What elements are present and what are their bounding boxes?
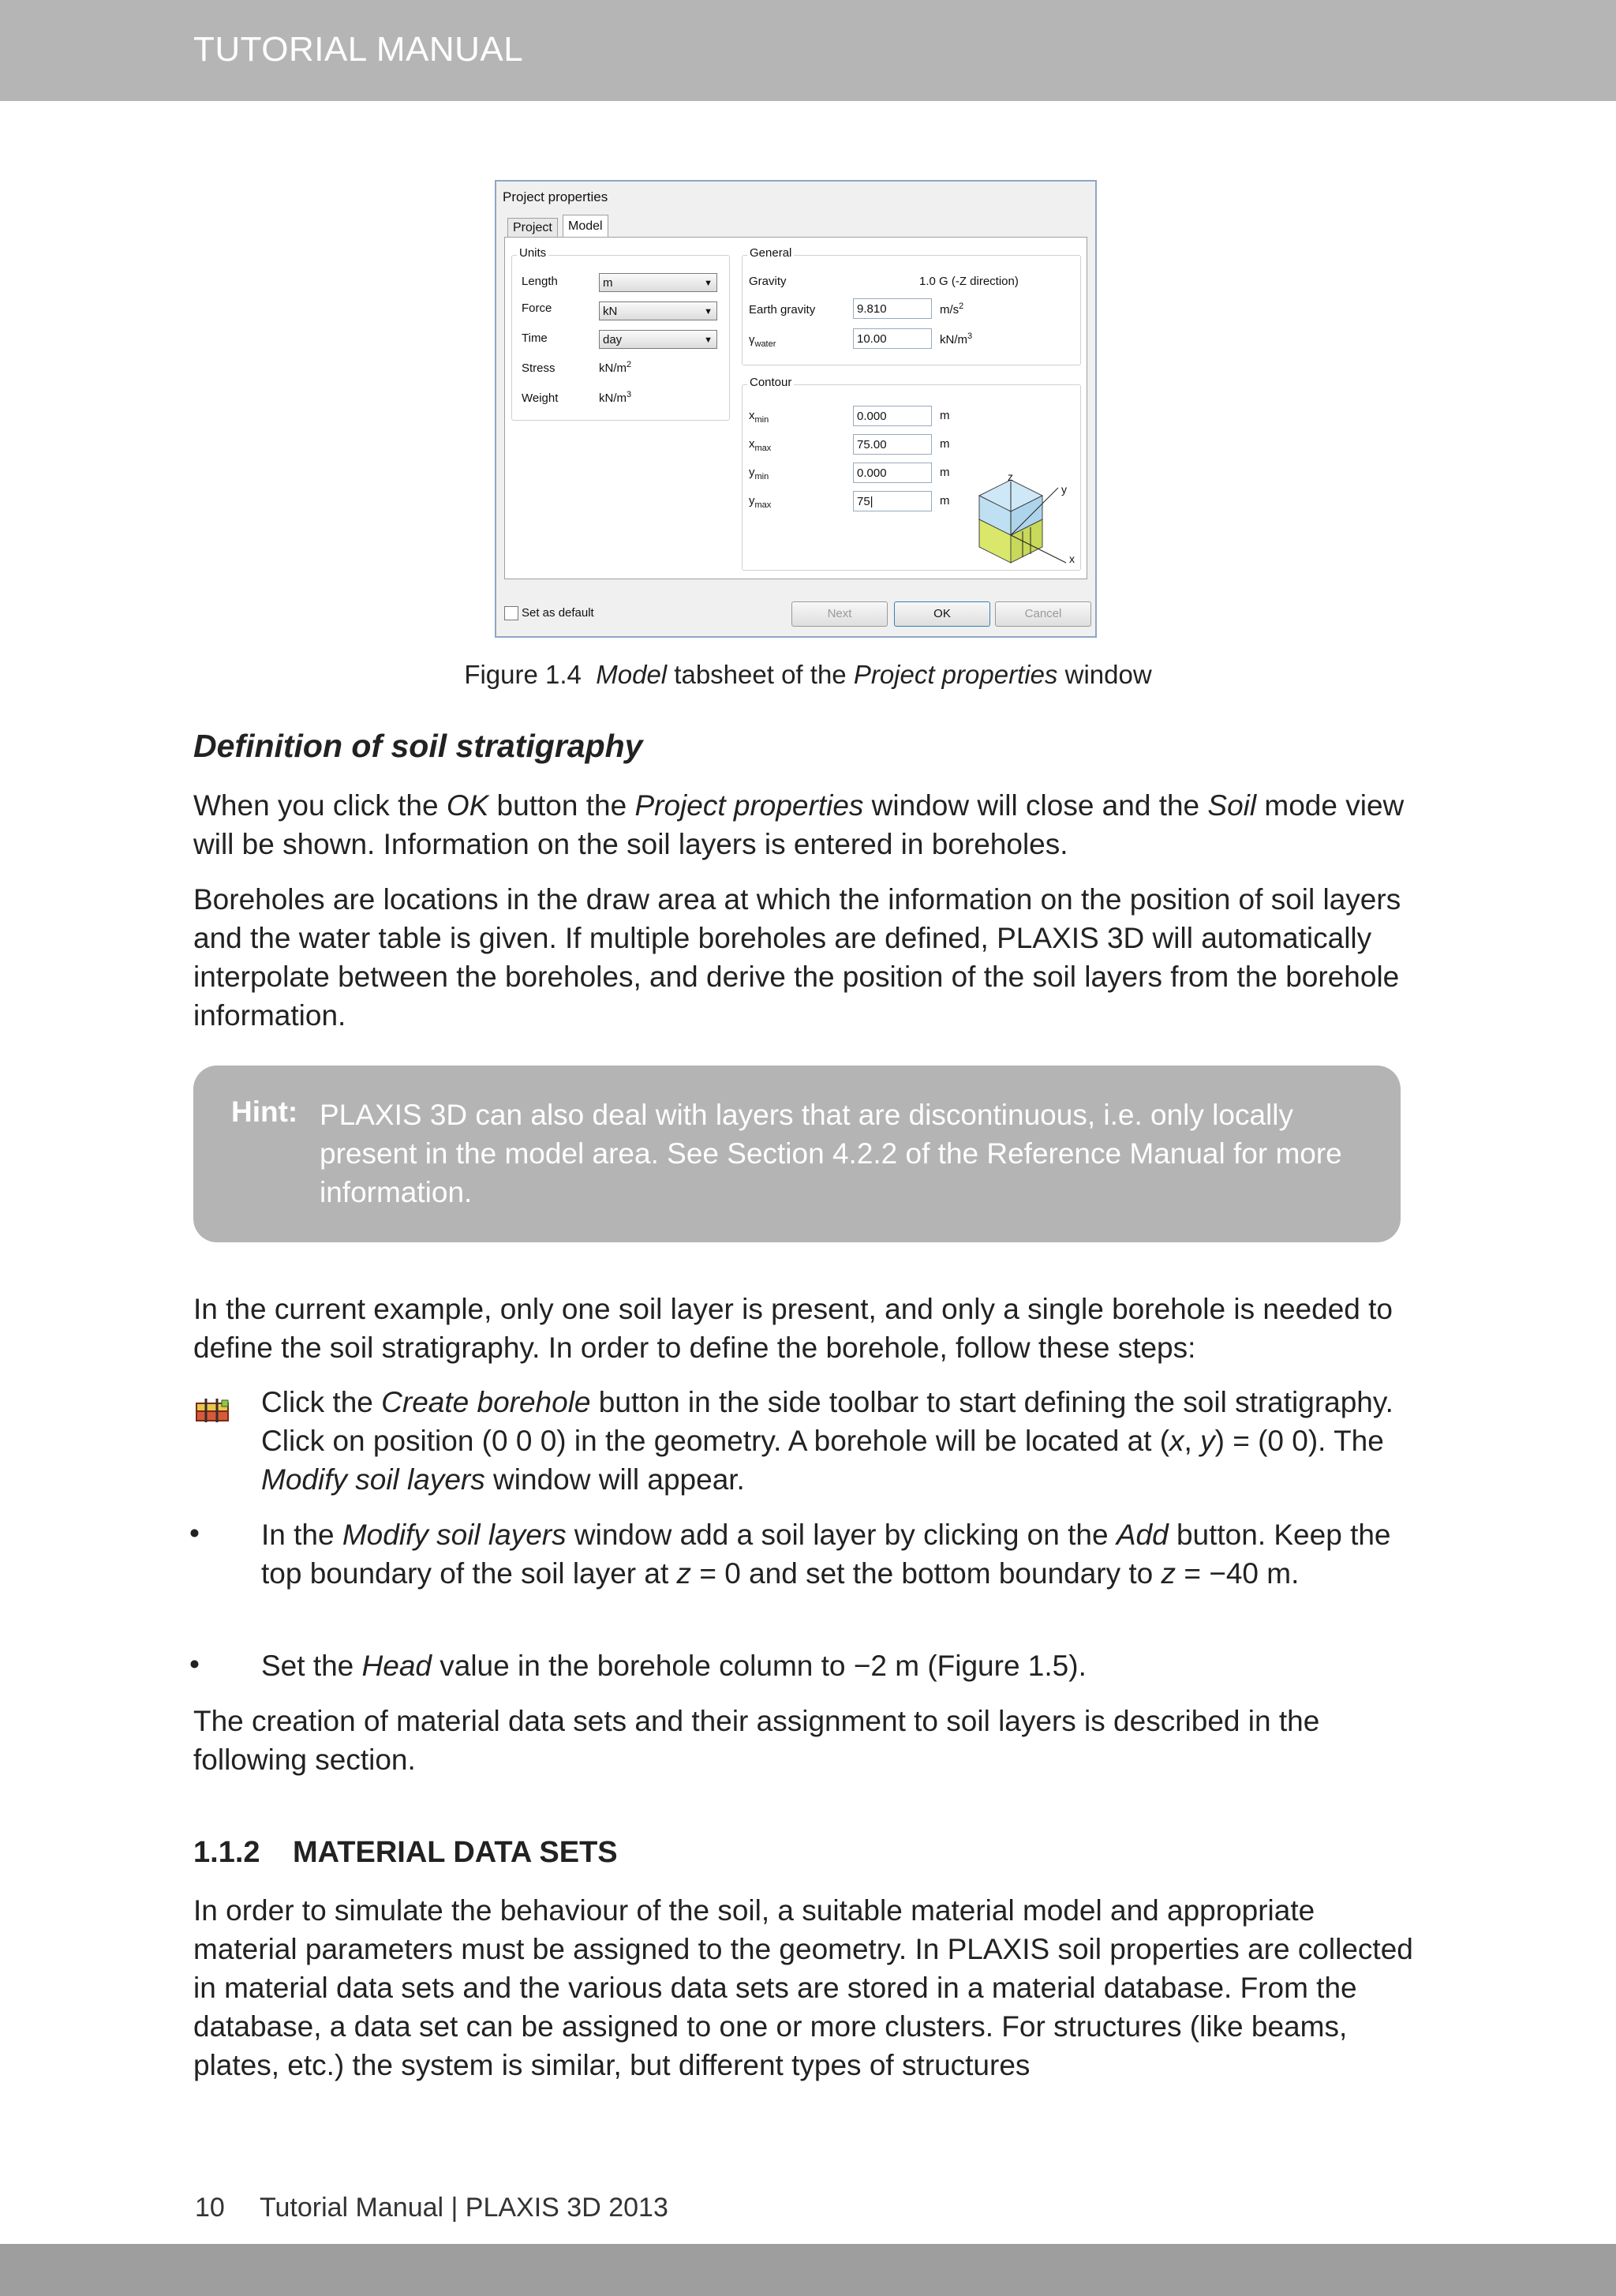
ymin-unit: m — [940, 466, 950, 479]
footer-band — [0, 2244, 1616, 2296]
set-default-checkbox[interactable] — [504, 606, 518, 620]
xmin-input[interactable]: 0.000 — [853, 406, 932, 426]
contour-group-title: Contour — [747, 376, 794, 389]
ymax-label: $y_{max}$ — [749, 494, 772, 510]
dialog-title: Project properties — [503, 189, 608, 204]
force-select[interactable]: kN ▼ — [599, 302, 717, 320]
ok-button[interactable]: OK — [894, 601, 990, 627]
paragraph-material: In order to simulate the behaviour of the soil, a suitable material model and appropriate material parameters must be assigned to the geometry. In PLAXIS soil properties are collected in material data sets and the various data sets are stored in a material database. From the database, a data set can be assigned to one or more clusters. For structures (like beams, plates, etc.) the system is similar, but different types of structures — [193, 1894, 1413, 2081]
force-label: Force — [522, 302, 552, 315]
page-number: 10 — [195, 2193, 225, 2223]
length-label: Length — [522, 275, 558, 288]
step-create-borehole: Click the Create borehole button in the side toolbar to start defining the soil stratigraphy. Click on position (0 0 0) in the geometry. A borehole will be located at (x, y) = (0 0). The Modify soil layers window will appear. — [261, 1386, 1393, 1496]
ymax-input[interactable]: 75| — [853, 491, 932, 511]
gamma-water-unit: $kN/m^3$ — [940, 331, 973, 346]
xmin-unit: m — [940, 409, 950, 422]
units-group — [511, 246, 730, 421]
ymax-unit: m — [940, 494, 950, 508]
stress-label: Stress — [522, 361, 556, 375]
stress-value: $kN/m^2$ — [599, 360, 632, 375]
paragraph-boreholes: Boreholes are locations in the draw area at which the information on the position of soil layers and the water table is given. If multiple boreholes are defined, PLAXIS 3D will automatically interpolate between the boreholes, and derive the position of the soil layers from the borehole information. — [193, 883, 1401, 1032]
gravity-value: 1.0 G (-Z direction) — [919, 275, 1019, 288]
cancel-button[interactable]: Cancel — [995, 601, 1091, 627]
tab-model[interactable]: Model — [563, 215, 608, 238]
chevron-down-icon: ▼ — [704, 335, 713, 345]
step-add-layer: In the Modify soil layers window add a soil layer by clicking on the Add button. Keep the top boundary of the soil layer at z = 0 and set the bottom boundary to z = −40 m. — [261, 1519, 1391, 1590]
project-properties-dialog — [495, 180, 1097, 638]
time-select[interactable]: day ▼ — [599, 330, 717, 349]
step-set-head: Set the Head value in the borehole column to −2 m (Figure 1.5). — [261, 1650, 1087, 1682]
general-group-title: General — [747, 246, 794, 260]
figure-caption: Figure 1.4 Model tabsheet of the Project properties window — [464, 660, 1152, 689]
paragraph-example: In the current example, only one soil layer is present, and only a single borehole is needed to define the soil stratigraphy. In order to define the borehole, follow these steps: — [193, 1293, 1393, 1364]
gravity-label: Gravity — [749, 275, 787, 288]
paragraph-following-section: The creation of material data sets and their assignment to soil layers is described in the following section. — [193, 1705, 1320, 1776]
hint-label: Hint: — [231, 1096, 298, 1128]
material-heading: 1.1.2 MATERIAL DATA SETS — [193, 1836, 618, 1869]
earth-gravity-input[interactable]: 9.810 — [853, 298, 932, 319]
xmax-unit: m — [940, 437, 950, 451]
set-default-label: Set as default — [522, 606, 594, 620]
hint-text: PLAXIS 3D can also deal with layers that are discontinuous, i.e. only locally present in the model area. See Section 4.2.2 of the Reference Manual for more information. — [320, 1099, 1342, 1208]
xmax-input[interactable]: 75.00 — [853, 434, 932, 455]
axis-x-label: x — [1069, 552, 1075, 565]
ymin-input[interactable]: 0.000 — [853, 463, 932, 483]
contour-group — [742, 376, 1081, 571]
earth-gravity-unit: $m/s^2$ — [940, 302, 964, 316]
model-box-icon — [963, 472, 1074, 567]
page-footer: 10 Tutorial Manual | PLAXIS 3D 2013 — [195, 2193, 668, 2223]
weight-value: $kN/m^3$ — [599, 390, 632, 405]
general-group — [742, 246, 1081, 365]
weight-label: Weight — [522, 391, 559, 405]
xmax-label: $x_{max}$ — [749, 437, 772, 453]
time-label: Time — [522, 331, 548, 345]
tab-project[interactable]: Project — [507, 218, 558, 238]
paragraph-ok-button: When you click the OK button the Project properties window will close and the Soil mode view will be shown. Information on the soil layers is entered in boreholes. — [193, 789, 1405, 860]
bullet: • — [189, 1517, 200, 1549]
section-heading: Definition of soil stratigraphy — [193, 728, 643, 764]
hint-box — [193, 1066, 1401, 1242]
running-header: TUTORIAL MANUAL — [193, 30, 524, 69]
bullet: • — [189, 1648, 200, 1680]
chevron-down-icon: ▼ — [704, 279, 713, 288]
gamma-water-label: $\gamma_{water}$ — [749, 333, 776, 349]
xmin-label: $x_{min}$ — [749, 409, 769, 425]
units-group-title: Units — [517, 246, 548, 260]
model-tab-panel — [504, 237, 1087, 579]
axis-z-label: z — [1008, 470, 1013, 483]
create-borehole-icon — [195, 1397, 231, 1424]
ymin-label: $y_{min}$ — [749, 466, 769, 481]
gamma-water-input[interactable]: 10.00 — [853, 328, 932, 349]
header-band — [0, 0, 1616, 101]
chevron-down-icon: ▼ — [704, 307, 713, 316]
next-button[interactable]: Next — [791, 601, 888, 627]
earth-gravity-label: Earth gravity — [749, 303, 816, 316]
axis-y-label: y — [1061, 483, 1067, 496]
length-select[interactable]: m ▼ — [599, 273, 717, 292]
